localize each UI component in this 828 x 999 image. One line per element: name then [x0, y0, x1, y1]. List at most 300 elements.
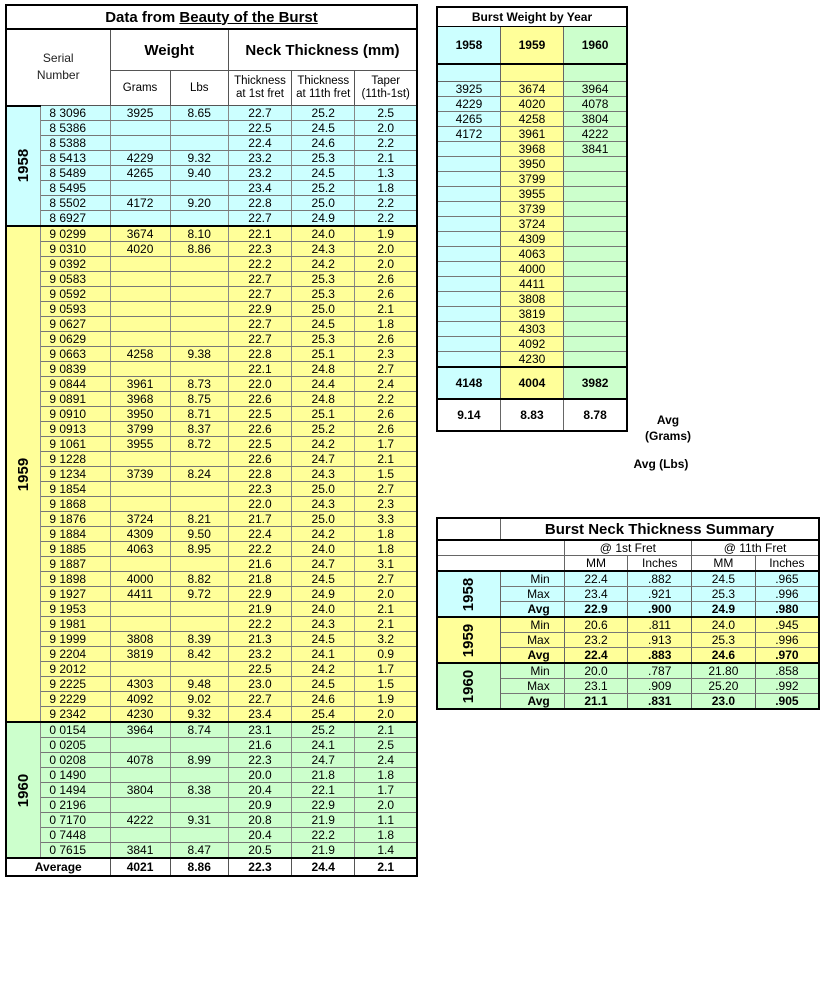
table-row [6, 753, 417, 768]
t1-l1: Thickness [234, 75, 286, 87]
lbs-cell [170, 257, 228, 272]
wy-row [437, 232, 627, 247]
wy-row [437, 157, 627, 172]
thickness-1st-cell: 22.3 [228, 482, 291, 497]
lbs-cell: 9.50 [170, 527, 228, 542]
thickness-11th-cell: 24.8 [292, 392, 355, 407]
grams-cell [110, 768, 170, 783]
thickness-11th-cell: 25.1 [292, 407, 355, 422]
wy-row [437, 262, 627, 277]
serial-cell: 9 0891 [41, 392, 110, 407]
lbs-cell: 8.24 [170, 467, 228, 482]
wy-cell [564, 307, 627, 322]
wy-row [437, 142, 627, 157]
serial-number-header [6, 29, 110, 106]
grams-header: Grams [110, 71, 170, 106]
table-row [6, 527, 417, 542]
summary-mm-11th: 25.20 [692, 679, 756, 694]
thickness-11th-cell: 21.9 [292, 813, 355, 828]
thickness-1st-cell: 20.8 [228, 813, 291, 828]
serial-cell: 9 0910 [41, 407, 110, 422]
grams-cell: 3799 [110, 422, 170, 437]
summary-stat-label: Min [501, 617, 565, 633]
wy-row [437, 82, 627, 97]
table-row [6, 332, 417, 347]
wy-cell: 3955 [500, 187, 563, 202]
taper-cell: 2.2 [355, 196, 417, 211]
wy-cell [437, 307, 500, 322]
summary-title: Burst Neck Thickness Summary [501, 518, 820, 540]
serial-cell: 9 0392 [41, 257, 110, 272]
serial-cell: 9 0913 [41, 422, 110, 437]
thickness-1st-cell: 20.5 [228, 843, 291, 859]
wy-row [437, 187, 627, 202]
lbs-cell [170, 497, 228, 512]
wy-cell [564, 322, 627, 337]
lbs-cell [170, 798, 228, 813]
thickness-11th-cell: 25.2 [292, 106, 355, 121]
summary-row [437, 663, 819, 679]
thickness-1st-cell: 22.1 [228, 362, 291, 377]
wy-avg-lbs-1960: 8.78 [564, 399, 627, 431]
wy-cell: 3964 [564, 82, 627, 97]
serial-cell: 9 0299 [41, 226, 110, 242]
lbs-cell: 8.99 [170, 753, 228, 768]
wy-cell [564, 292, 627, 307]
thickness-11th-cell: 24.9 [292, 211, 355, 227]
grams-cell [110, 482, 170, 497]
wy-row [437, 352, 627, 368]
grams-cell [110, 181, 170, 196]
thickness-1st-cell: 22.5 [228, 437, 291, 452]
grams-cell [110, 828, 170, 843]
lbs-cell [170, 662, 228, 677]
taper-cell: 2.2 [355, 211, 417, 227]
serial-cell: 0 7448 [41, 828, 110, 843]
table-row [6, 557, 417, 572]
lbs-cell [170, 482, 228, 497]
table-row [6, 798, 417, 813]
thickness-1st-cell: 22.2 [228, 257, 291, 272]
wy-cell [437, 262, 500, 277]
table-row [6, 677, 417, 692]
thickness-11th-cell: 25.1 [292, 347, 355, 362]
thickness-1st-cell: 22.6 [228, 452, 291, 467]
lbs-cell [170, 557, 228, 572]
summary-in-1st: .909 [628, 679, 692, 694]
thickness-11th-cell: 24.5 [292, 632, 355, 647]
summary-year-1959 [437, 617, 501, 663]
thickness-1st-cell: 23.2 [228, 151, 291, 166]
lbs-cell [170, 302, 228, 317]
wy-cell [564, 187, 627, 202]
thickness-1st-cell: 22.2 [228, 617, 291, 632]
thickness-11th-cell: 24.7 [292, 557, 355, 572]
grams-cell: 3674 [110, 226, 170, 242]
thickness-11th-cell: 24.5 [292, 121, 355, 136]
grams-cell [110, 257, 170, 272]
table-row [6, 317, 417, 332]
thickness-11th-cell: 25.2 [292, 722, 355, 738]
wy-row [437, 97, 627, 112]
table-row [6, 662, 417, 677]
grams-cell [110, 287, 170, 302]
table-row [6, 602, 417, 617]
thickness-11th-cell: 21.8 [292, 768, 355, 783]
wy-row [437, 202, 627, 217]
wy-cell: 4092 [500, 337, 563, 352]
thickness-1st-cell: 23.4 [228, 181, 291, 196]
grams-cell: 4092 [110, 692, 170, 707]
wy-cell: 4020 [500, 97, 563, 112]
serial-cell: 9 1981 [41, 617, 110, 632]
taper-cell: 2.1 [355, 452, 417, 467]
thickness-11th-cell: 24.2 [292, 257, 355, 272]
taper-cell: 3.2 [355, 632, 417, 647]
wy-avg-grams-1959: 4004 [500, 367, 563, 399]
year-label-text: 1958 [15, 149, 33, 183]
summary-mm-1st: 23.1 [564, 679, 628, 694]
serial-cell: 9 1234 [41, 467, 110, 482]
grams-cell: 4230 [110, 707, 170, 723]
avg-grams-label-l1: Avg [656, 413, 680, 427]
average-lbs: 8.86 [170, 858, 228, 876]
thickness-11th-cell: 25.3 [292, 151, 355, 166]
taper-cell: 2.6 [355, 332, 417, 347]
taper-cell: 1.5 [355, 467, 417, 482]
wy-cell [564, 352, 627, 368]
thickness-1st-cell: 22.7 [228, 332, 291, 347]
wy-avg-grams-1960: 3982 [564, 367, 627, 399]
burst-data-table [5, 4, 418, 877]
serial-cell: 9 1884 [41, 527, 110, 542]
thickness-11th-cell: 25.3 [292, 332, 355, 347]
taper-cell: 1.5 [355, 677, 417, 692]
wy-cell: 4222 [564, 127, 627, 142]
t11-l2: at 11th fret [296, 88, 351, 100]
summary-in-11th: .970 [755, 648, 819, 664]
table-row [6, 181, 417, 196]
thickness-11th-cell: 24.1 [292, 738, 355, 753]
grams-cell: 3925 [110, 106, 170, 121]
serial-cell: 9 2204 [41, 647, 110, 662]
wy-cell: 4303 [500, 322, 563, 337]
thickness-11th-cell: 24.2 [292, 662, 355, 677]
thickness-1st-cell: 23.2 [228, 166, 291, 181]
thickness-1st-cell: 22.3 [228, 242, 291, 257]
thickness-1st-cell: 20.0 [228, 768, 291, 783]
wy-cell [564, 337, 627, 352]
thickness-1st-cell: 22.7 [228, 211, 291, 227]
wy-cell [437, 232, 500, 247]
grams-cell: 4222 [110, 813, 170, 828]
summary-subheader-blank [437, 556, 564, 572]
thickness-1st-cell: 22.9 [228, 587, 291, 602]
average-label: Average [6, 858, 110, 876]
serial-cell: 8 5495 [41, 181, 110, 196]
summary-in-1st: .787 [628, 663, 692, 679]
wy-cell: 3799 [500, 172, 563, 187]
thickness-11th-cell: 25.2 [292, 181, 355, 196]
wy-row [437, 337, 627, 352]
wy-cell [437, 247, 500, 262]
table-row [6, 828, 417, 843]
summary-mm-11: MM [692, 556, 756, 572]
lbs-cell [170, 768, 228, 783]
table-row [6, 572, 417, 587]
lbs-cell: 8.75 [170, 392, 228, 407]
wy-row [437, 127, 627, 142]
lbs-cell: 9.32 [170, 707, 228, 723]
thickness-1st-cell: 22.6 [228, 422, 291, 437]
taper-cell: 2.5 [355, 106, 417, 121]
table-row [6, 783, 417, 798]
wy-row [437, 217, 627, 232]
lbs-cell: 9.48 [170, 677, 228, 692]
lbs-cell [170, 317, 228, 332]
thickness-1st-cell: 22.0 [228, 497, 291, 512]
summary-mm-11th: 24.9 [692, 602, 756, 618]
serial-cell: 0 0154 [41, 722, 110, 738]
lbs-cell: 9.32 [170, 151, 228, 166]
thickness-1st-cell: 20.4 [228, 828, 291, 843]
serial-cell: 8 5502 [41, 196, 110, 211]
wy-cell [437, 292, 500, 307]
serial-cell: 9 0583 [41, 272, 110, 287]
wy-row [437, 277, 627, 292]
t1-l2: at 1st fret [236, 88, 284, 100]
grams-cell [110, 557, 170, 572]
serial-cell: 9 1868 [41, 497, 110, 512]
table-row [6, 347, 417, 362]
average-t11: 24.4 [292, 858, 355, 876]
thickness-1st-cell: 22.0 [228, 377, 291, 392]
lbs-cell: 8.37 [170, 422, 228, 437]
thickness-1st-cell: 22.5 [228, 121, 291, 136]
taper-l1: Taper [371, 75, 401, 87]
summary-inches-11: Inches [755, 556, 819, 572]
taper-cell: 2.0 [355, 707, 417, 723]
summary-year-text: 1960 [460, 669, 478, 703]
summary-in-1st: .900 [628, 602, 692, 618]
serial-cell: 9 0663 [41, 347, 110, 362]
thickness-11th-cell: 24.6 [292, 136, 355, 151]
serial-cell: 9 1228 [41, 452, 110, 467]
thickness-11th-cell: 24.3 [292, 242, 355, 257]
thickness-11th-cell: 24.3 [292, 467, 355, 482]
taper-cell: 1.8 [355, 542, 417, 557]
thickness-1st-cell: 22.7 [228, 287, 291, 302]
title-book-name: Beauty of the Burst [179, 8, 318, 26]
average-taper: 2.1 [355, 858, 417, 876]
taper-l2: (11th-1st) [361, 88, 410, 100]
summary-mm-1st: 23.2 [564, 633, 628, 648]
summary-row [437, 571, 819, 587]
grams-cell [110, 362, 170, 377]
thickness-1st-cell: 20.9 [228, 798, 291, 813]
taper-cell: 2.6 [355, 422, 417, 437]
taper-cell: 1.7 [355, 437, 417, 452]
serial-cell: 9 1898 [41, 572, 110, 587]
wy-cell: 3968 [500, 142, 563, 157]
lbs-cell: 8.74 [170, 722, 228, 738]
summary-in-1st: .811 [628, 617, 692, 633]
taper-cell: 1.8 [355, 317, 417, 332]
wy-cell: 3841 [564, 142, 627, 157]
wy-cell: 3674 [500, 82, 563, 97]
serial-cell: 8 5386 [41, 121, 110, 136]
thickness-1st-cell: 22.8 [228, 467, 291, 482]
grams-cell: 4303 [110, 677, 170, 692]
year-label-1959 [6, 226, 41, 722]
thickness-11th-cell: 24.5 [292, 677, 355, 692]
taper-cell: 2.1 [355, 151, 417, 166]
thickness-11th-cell: 24.5 [292, 572, 355, 587]
table-row [6, 242, 417, 257]
grams-cell [110, 121, 170, 136]
serial-cell: 8 5489 [41, 166, 110, 181]
wy-avg-lbs-1959: 8.83 [500, 399, 563, 431]
table-row [6, 287, 417, 302]
serial-cell: 9 0629 [41, 332, 110, 347]
thickness-11th-cell: 24.0 [292, 542, 355, 557]
wy-row [437, 172, 627, 187]
thickness-11th-cell: 24.5 [292, 166, 355, 181]
grams-cell [110, 602, 170, 617]
lbs-cell: 8.65 [170, 106, 228, 121]
summary-in-11th: .945 [755, 617, 819, 633]
summary-row [437, 617, 819, 633]
summary-stat-label: Avg [501, 602, 565, 618]
lbs-cell [170, 121, 228, 136]
wy-cell: 3739 [500, 202, 563, 217]
wy-spacer [500, 64, 563, 82]
summary-in-11th: .965 [755, 571, 819, 587]
wy-row [437, 112, 627, 127]
thickness-1st-cell: 22.4 [228, 136, 291, 151]
taper-cell: 2.7 [355, 572, 417, 587]
summary-title-blank [437, 518, 501, 540]
taper-cell: 2.2 [355, 392, 417, 407]
serial-cell: 8 5388 [41, 136, 110, 151]
thickness-11th-cell: 22.9 [292, 798, 355, 813]
thickness-1st-cell: 23.4 [228, 707, 291, 723]
summary-in-1st: .882 [628, 571, 692, 587]
table-row [6, 377, 417, 392]
wy-cell [564, 217, 627, 232]
thickness-11th-cell: 24.2 [292, 437, 355, 452]
taper-header [355, 71, 417, 106]
grams-cell: 3961 [110, 377, 170, 392]
thickness-11th-cell: 22.2 [292, 828, 355, 843]
thickness-11th-cell: 24.9 [292, 587, 355, 602]
wy-cell: 4411 [500, 277, 563, 292]
thickness-11th-cell: 22.1 [292, 783, 355, 798]
grams-cell [110, 136, 170, 151]
grams-cell [110, 738, 170, 753]
wy-row [437, 292, 627, 307]
thickness-1st-cell: 22.7 [228, 106, 291, 121]
wy-cell [564, 157, 627, 172]
serial-cell: 8 5413 [41, 151, 110, 166]
summary-in-1st: .913 [628, 633, 692, 648]
wy-row [437, 322, 627, 337]
summary-in-11th: .996 [755, 587, 819, 602]
lbs-cell: 8.82 [170, 572, 228, 587]
table-row [6, 768, 417, 783]
taper-cell: 2.0 [355, 587, 417, 602]
summary-year-text: 1959 [460, 623, 478, 657]
thickness-1st-cell: 22.7 [228, 317, 291, 332]
serial-cell: 9 1887 [41, 557, 110, 572]
main-table-body [6, 106, 417, 859]
serial-cell: 9 1885 [41, 542, 110, 557]
wy-spacer [437, 64, 500, 82]
taper-cell: 1.8 [355, 181, 417, 196]
taper-cell: 2.5 [355, 738, 417, 753]
title-prefix: Data from [105, 8, 180, 26]
wy-avg-grams-1958: 4148 [437, 367, 500, 399]
summary-mm-11th: 24.5 [692, 571, 756, 587]
grams-cell: 3724 [110, 512, 170, 527]
thickness-1st-cell: 22.7 [228, 692, 291, 707]
summary-body [437, 571, 819, 709]
average-t1: 22.3 [228, 858, 291, 876]
table-row [6, 407, 417, 422]
summary-year-text: 1958 [460, 577, 478, 611]
thickness-1st-cell: 23.1 [228, 722, 291, 738]
summary-in-1st: .883 [628, 648, 692, 664]
table-row [6, 302, 417, 317]
wy-cell [564, 277, 627, 292]
taper-cell: 1.3 [355, 166, 417, 181]
grams-cell: 4172 [110, 196, 170, 211]
wy-cell: 4063 [500, 247, 563, 262]
summary-stat-label: Avg [501, 648, 565, 664]
lbs-cell [170, 617, 228, 632]
wy-cell [564, 172, 627, 187]
taper-cell: 0.9 [355, 647, 417, 662]
summary-mm-11th: 25.3 [692, 587, 756, 602]
wy-cell: 4230 [500, 352, 563, 368]
summary-header-blank [437, 540, 564, 556]
thickness-11th-cell: 25.0 [292, 302, 355, 317]
taper-cell: 1.4 [355, 843, 417, 859]
year-label-text: 1960 [15, 773, 33, 807]
serial-cell: 9 2225 [41, 677, 110, 692]
wy-year-1960: 1960 [564, 27, 627, 65]
wy-cell: 3808 [500, 292, 563, 307]
wy-row [437, 307, 627, 322]
wy-cell: 4309 [500, 232, 563, 247]
thickness-11th-cell: 24.0 [292, 602, 355, 617]
lbs-cell: 8.95 [170, 542, 228, 557]
wy-cell: 4258 [500, 112, 563, 127]
grams-cell: 4229 [110, 151, 170, 166]
summary-mm-1: MM [564, 556, 628, 572]
wy-cell [437, 142, 500, 157]
summary-mm-11th: 25.3 [692, 633, 756, 648]
thickness-11th-cell: 24.6 [292, 692, 355, 707]
grams-cell: 4411 [110, 587, 170, 602]
thickness-1st-cell: 22.2 [228, 542, 291, 557]
grams-cell [110, 272, 170, 287]
thickness-11th-cell: 24.7 [292, 753, 355, 768]
grams-cell: 4020 [110, 242, 170, 257]
summary-stat-label: Max [501, 633, 565, 648]
taper-cell: 1.8 [355, 768, 417, 783]
taper-cell: 2.6 [355, 287, 417, 302]
